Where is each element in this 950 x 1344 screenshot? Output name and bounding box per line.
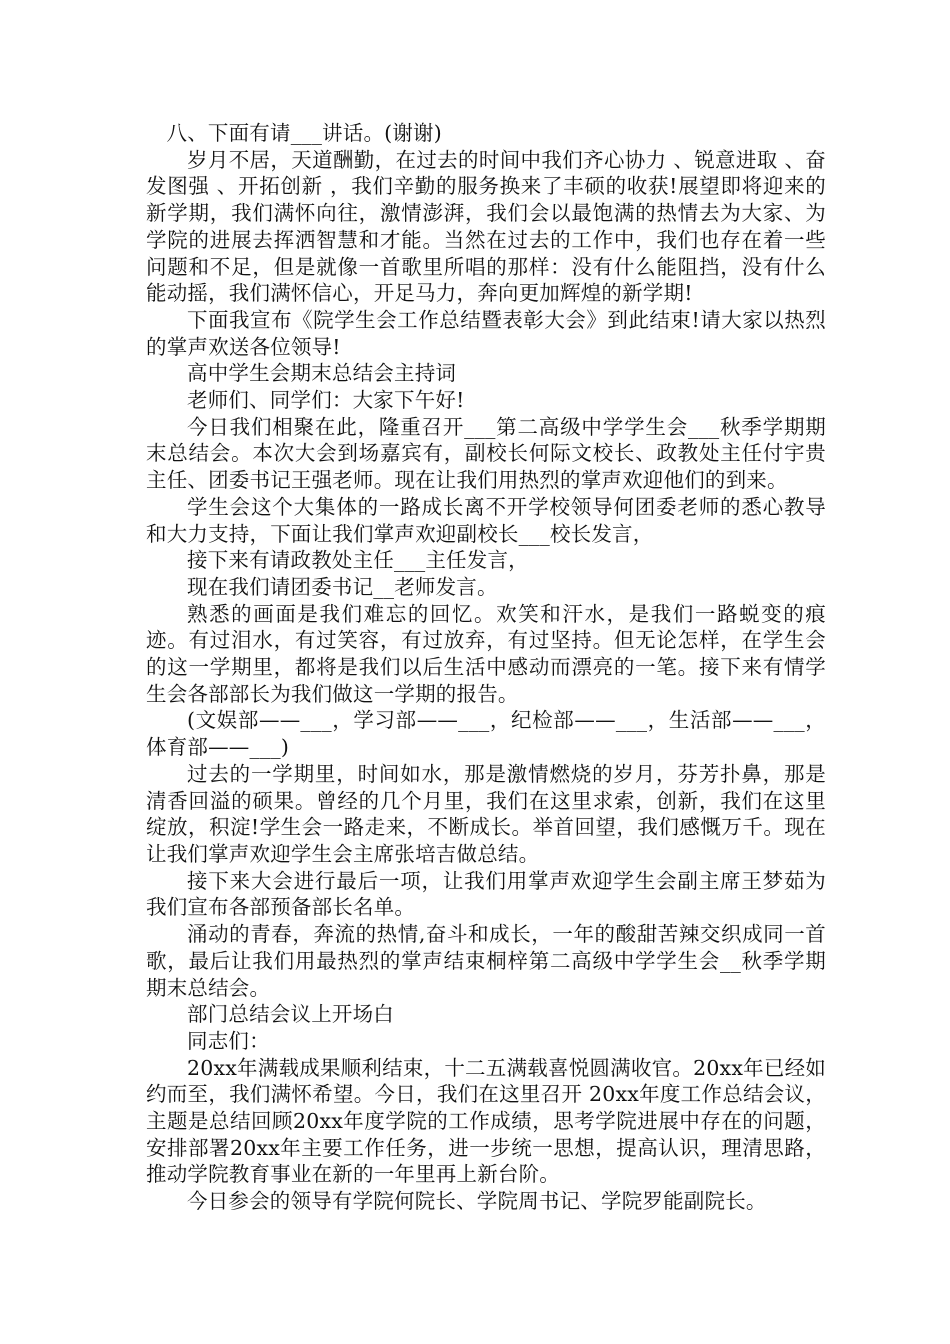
paragraph: 学生会这个大集体的一路成长离不开学校领导何团委老师的悉心教导和大力支持，下面让我们掌声欢迎副校长___校长发言， <box>146 494 826 546</box>
paragraph: 岁月不居，天道酬勤，在过去的时间中我们齐心协力 、锐意进取 、奋发图强 、开拓创新 ，我们辛勤的服务换来了丰硕的收获!展望即将迎来的新学期，我们满怀向往，激情澎湃，我们会以最饱满的热情去为大家、为学院的进展去挥洒智慧和才能。当然在过去的工作中，我们也存在着一些问题和不足，但是就像一首歌里所唱的那样：没有什么能阻挡，没有什么能动摇，我们满怀信心，开足马力，奔向更加辉煌的新学期! <box>146 147 826 306</box>
paragraph: 老师们、同学们：大家下午好! <box>187 388 465 413</box>
paragraph: (文娱部——___，学习部——___，纪检部——___，生活部——___，体育部——___) <box>146 708 826 760</box>
paragraph: 同志们： <box>187 1028 270 1053</box>
paragraph: 下面我宣布《院学生会工作总结暨表彰大会》到此结束!请大家以热烈的掌声欢送各位领导! <box>146 307 826 359</box>
paragraph: 20xx年满载成果顺利结束，十二五满载喜悦圆满收官。20xx年已经如约而至，我们满怀希望。今日，我们在这里召开 20xx年度工作总结会议，主题是总结回顾20xx年度学院的工作成绩，思考学院进展中存在的问题，安排部署20xx年主要工作任务，进一步统一思想，提高认识，理清思路，推动学院教育事业在新的一年里再上新台阶。 <box>146 1055 826 1187</box>
paragraph: 八、下面有请___讲话。(谢谢) <box>166 121 442 145</box>
paragraph: 今日我们相聚在此，隆重召开___第二高级中学学生会___秋季学期期末总结会。本次大会到场嘉宾有，副校长何际文校长、政教处主任付宇贵主任、团委书记王强老师。现在让我们用热烈的掌声欢迎他们的到来。 <box>146 414 826 493</box>
document-body <box>146 120 826 1215</box>
paragraph: 接下来有请政教处主任___主任发言， <box>187 548 529 573</box>
paragraph: 现在我们请团委书记__老师发言。 <box>187 574 498 599</box>
paragraph: 过去的一学期里，时间如水，那是激情燃烧的岁月，芬芳扑鼻，那是清香回溢的硕果。曾经的几个月里，我们在这里求索，创新，我们在这里绽放，积淀!学生会一路走来，不断成长。举首回望，我们感慨万千。现在让我们掌声欢迎学生会主席张培吉做总结。 <box>146 761 826 866</box>
section-heading: 高中学生会期末总结会主持词 <box>187 361 457 386</box>
paragraph: 涌动的青春，奔流的热情,奋斗和成长，一年的酸甜苦辣交织成同一首歌，最后让我们用最热烈的掌声结束桐梓第二高级中学学生会__秋季学期期末总结会。 <box>146 922 826 1000</box>
paragraph: 今日参会的领导有学院何院长、学院周书记、学院罗能副院长。 <box>187 1189 767 1214</box>
paragraph: 接下来大会进行最后一项，让我们用掌声欢迎学生会副主席王梦茹为我们宣布各部预备部长名单。 <box>146 868 826 920</box>
paragraph: 熟悉的画面是我们难忘的回忆。欢笑和汗水，是我们一路蜕变的痕迹。有过泪水，有过笑容，有过放弃，有过坚持。但无论怎样，在学生会的这一学期里，都将是我们以后生活中感动而漂亮的一笔。接下来有情学生会各部部长为我们做这一学期的报告。 <box>146 601 826 706</box>
section-heading: 部门总结会议上开场白 <box>187 1002 394 1027</box>
